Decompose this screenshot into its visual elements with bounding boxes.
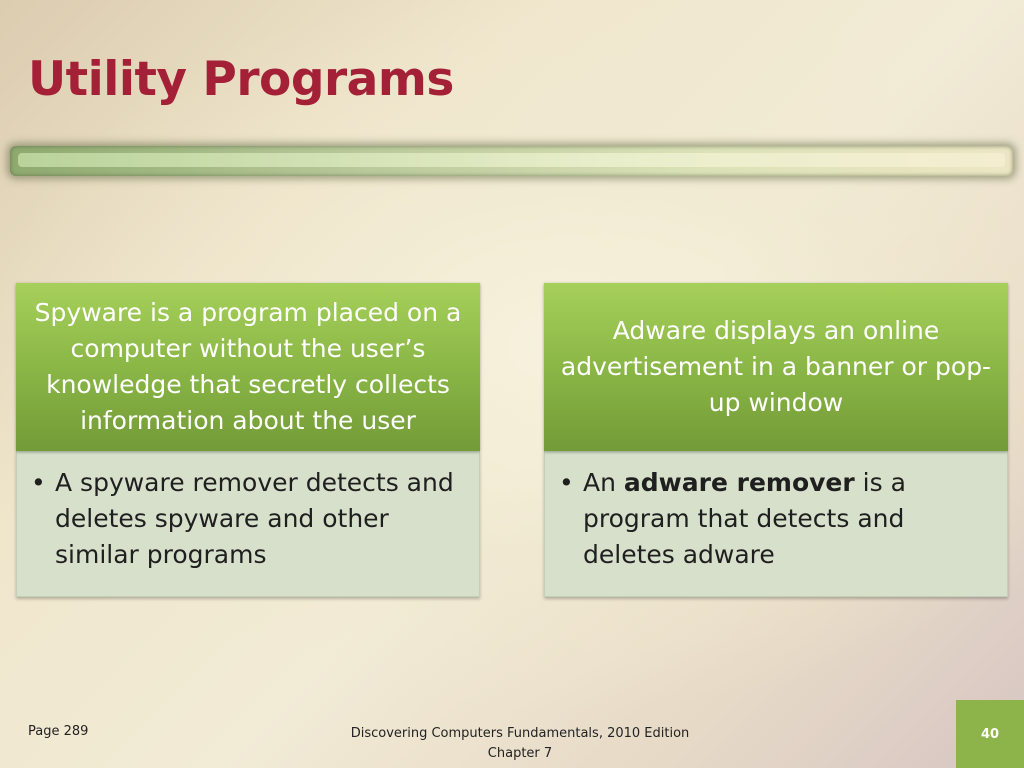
bullet-icon: •: [559, 468, 574, 497]
slide-number: 40: [980, 726, 1000, 742]
list-item: [31, 465, 463, 573]
adware-bullet-prefix: An: [583, 468, 624, 497]
bullet-icon: •: [31, 468, 46, 497]
adware-remover-term: adware remover: [623, 468, 855, 497]
list-item: [559, 465, 991, 573]
spyware-card-body: [16, 451, 480, 597]
footer-chapter: Chapter 7: [487, 746, 553, 761]
adware-bullet-suffix: is a program that detects and deletes adware: [583, 468, 906, 569]
slide-number-badge: [956, 700, 1024, 768]
spyware-bullet-text: A spyware remover detects and deletes spyware and other similar programs: [55, 468, 454, 569]
spyware-card-header: Spyware is a program placed on a computer without the user’s knowledge that secretly collects information about the user: [16, 283, 480, 451]
adware-bullet-text: [583, 465, 991, 573]
adware-card-body: [544, 451, 1008, 597]
slide-title: Utility Programs: [28, 52, 454, 107]
adware-card-header: Adware displays an online advertisement in a banner or pop-up window: [544, 283, 1008, 451]
footer-book-title: Discovering Computers Fundamentals, 2010 Edition: [350, 726, 690, 741]
title-divider-bar: [10, 146, 1013, 176]
adware-card: [544, 283, 1008, 597]
footer-book-info: [320, 724, 720, 764]
spyware-card: [16, 283, 480, 597]
footer-page-reference: Page 289: [28, 724, 89, 739]
